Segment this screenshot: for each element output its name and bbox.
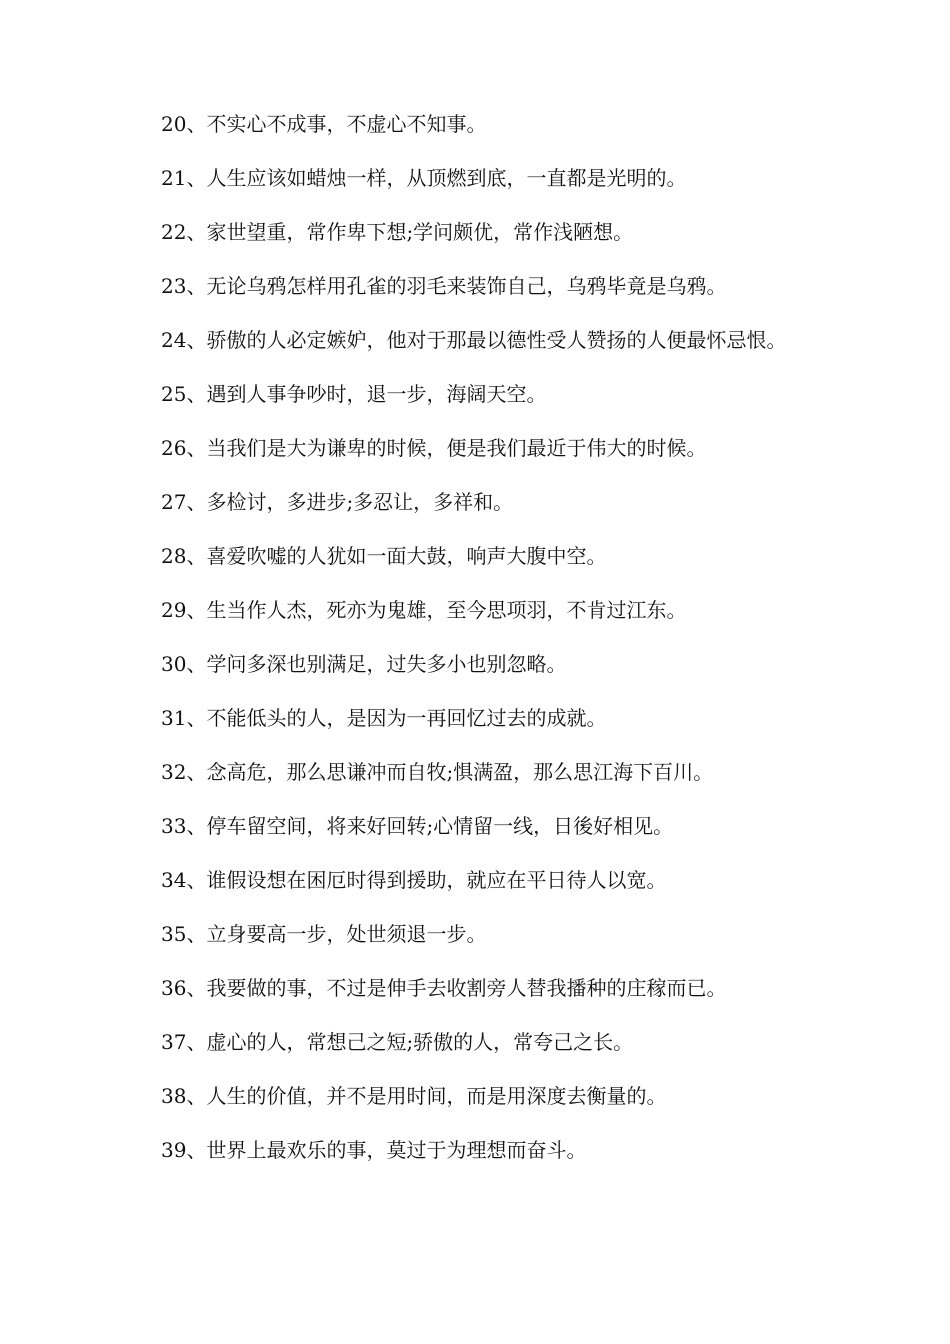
quote-paragraph: 26、当我们是大为谦卑的时候，便是我们最近于伟大的时候。 bbox=[161, 436, 707, 460]
quote-paragraph: 39、世界上最欢乐的事，莫过于为理想而奋斗。 bbox=[161, 1138, 587, 1162]
quote-paragraph: 31、不能低头的人，是因为一再回忆过去的成就。 bbox=[161, 706, 607, 730]
document-body bbox=[116, 111, 816, 1191]
quote-paragraph: 28、喜爱吹嘘的人犹如一面大鼓，响声大腹中空。 bbox=[161, 544, 607, 568]
quote-paragraph: 32、念高危，那么思谦冲而自牧;惧满盈，那么思江海下百川。 bbox=[161, 760, 714, 784]
quote-paragraph: 24、骄傲的人必定嫉妒，他对于那最以德性受人赞扬的人便最怀忌恨。 bbox=[161, 328, 787, 352]
quote-paragraph: 25、遇到人事争吵时，退一步，海阔天空。 bbox=[161, 382, 547, 406]
quote-paragraph: 37、虚心的人，常想己之短;骄傲的人，常夸己之长。 bbox=[161, 1030, 634, 1054]
quote-paragraph: 36、我要做的事，不过是伸手去收割旁人替我播种的庄稼而已。 bbox=[161, 976, 727, 1000]
quote-paragraph: 29、生当作人杰，死亦为鬼雄，至今思项羽，不肯过江东。 bbox=[161, 598, 687, 622]
quote-paragraph: 22、家世望重，常作卑下想;学问颇优，常作浅陋想。 bbox=[161, 220, 634, 244]
quote-paragraph: 20、不实心不成事，不虚心不知事。 bbox=[161, 112, 487, 136]
quote-paragraph: 35、立身要高一步，处世须退一步。 bbox=[161, 922, 487, 946]
quote-paragraph: 27、多检讨，多进步;多忍让，多祥和。 bbox=[161, 490, 514, 514]
quote-paragraph: 33、停车留空间，将来好回转;心情留一线，日後好相见。 bbox=[161, 814, 674, 838]
quote-paragraph: 34、谁假设想在困厄时得到援助，就应在平日待人以宽。 bbox=[161, 868, 667, 892]
quote-paragraph: 21、人生应该如蜡烛一样，从顶燃到底，一直都是光明的。 bbox=[161, 166, 687, 190]
quote-paragraph: 30、学问多深也别满足，过失多小也别忽略。 bbox=[161, 652, 567, 676]
quote-paragraph: 38、人生的价值，并不是用时间，而是用深度去衡量的。 bbox=[161, 1084, 667, 1108]
quote-paragraph: 23、无论乌鸦怎样用孔雀的羽毛来装饰自己，乌鸦毕竟是乌鸦。 bbox=[161, 274, 727, 298]
